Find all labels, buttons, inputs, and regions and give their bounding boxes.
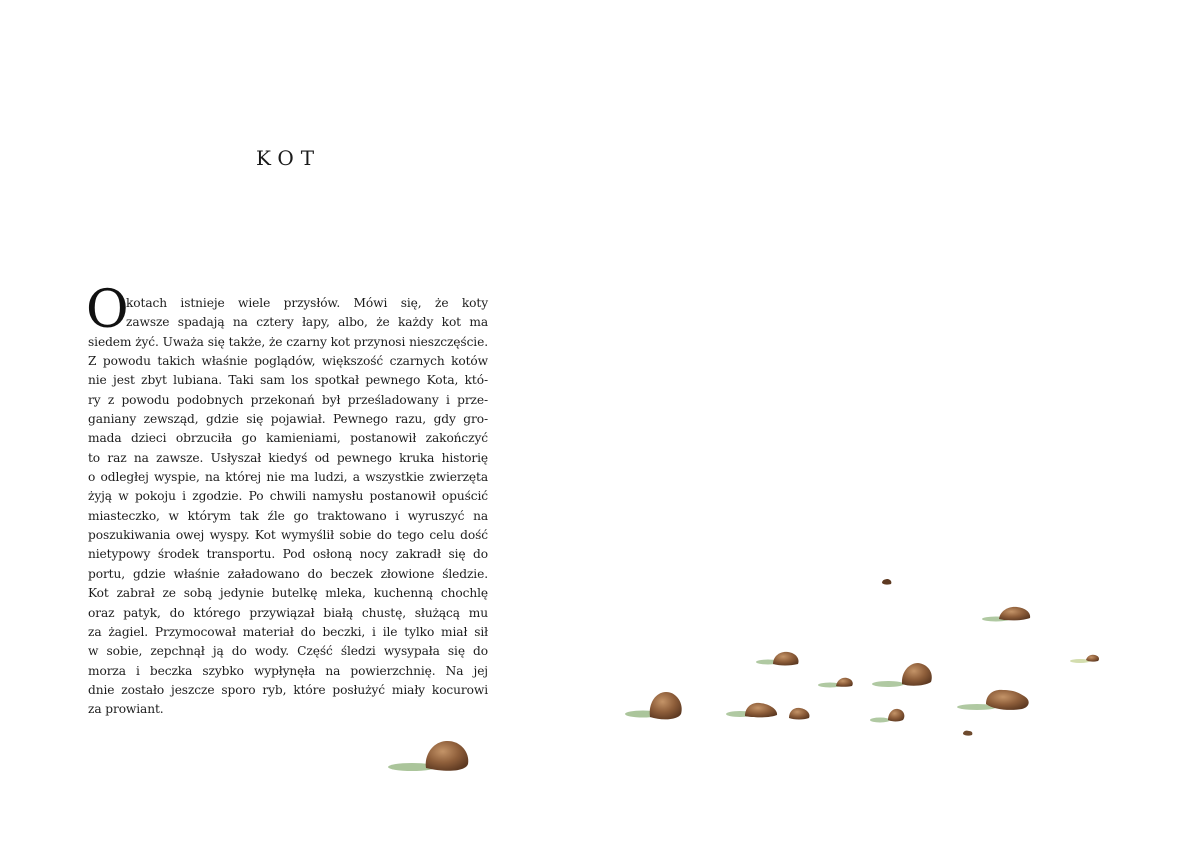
stone bbox=[388, 741, 468, 771]
text-line: za żagiel. Przymocował materiał do beczki, i ile tylko miał sił bbox=[88, 624, 488, 639]
stone bbox=[1070, 655, 1099, 663]
text-line: mada dzieci obrzuciła go kamieniami, postanowił zakończyć bbox=[88, 431, 488, 446]
text-line: morza i beczka szybko wypłynęła na powierzchnię. Na jej bbox=[88, 663, 488, 678]
text-line: ganiany zewsząd, gdzie się pojawiał. Pewnego razu, gdy gro- bbox=[88, 412, 488, 427]
text-line: siedem żyć. Uważa się także, że czarny kot przynosi nieszczęście. bbox=[88, 334, 488, 349]
text-line: w sobie, zepchnął ją do wody. Część śledzi wysypała się do bbox=[88, 644, 488, 659]
stone bbox=[957, 690, 1029, 710]
text-line: za prowiant. bbox=[88, 702, 164, 717]
text-line: nie jest zbyt lubiana. Taki sam los spotkał pewnego Kota, któ- bbox=[88, 373, 488, 388]
stone bbox=[982, 607, 1030, 622]
text-line: kotach istnieje wiele przysłów. Mówi się, że koty bbox=[126, 296, 488, 310]
text-line: poszukiwania owej wyspy. Kot wymyślił sobie do tego celu dość bbox=[88, 528, 488, 543]
stone bbox=[872, 663, 932, 687]
text-line: to raz na zawsze. Usłyszał kiedyś od pewnego kruka historię bbox=[88, 450, 488, 465]
text-line: nietypowy środek transportu. Pod osłoną nocy zakradł się do bbox=[88, 547, 488, 562]
text-line: zawsze spadają na cztery łapy, albo, że każdy kot ma bbox=[126, 315, 488, 330]
text-line: oraz patyk, do którego przywiązał białą chustę, służącą mu bbox=[88, 605, 488, 620]
drop-cap: O bbox=[86, 280, 129, 340]
text-line: Z powodu takich właśnie poglądów, większość czarnych kotów bbox=[88, 354, 488, 369]
stone bbox=[789, 708, 810, 720]
text-line: żyją w pokoju i zgodzie. Po chwili namysłu postanowił opuścić bbox=[88, 489, 488, 504]
stone bbox=[870, 709, 904, 723]
stone bbox=[818, 678, 853, 688]
stone bbox=[625, 692, 682, 719]
text-line: ry z powodu podobnych przekonań był prześladowany i prze- bbox=[88, 392, 488, 407]
text-line: Kot zabrał ze sobą jedynie butelkę mleka, kuchenną chochlę bbox=[88, 586, 488, 601]
page-title: KOT bbox=[256, 146, 322, 170]
text-line: portu, gdzie właśnie załadowano do beczek złowione śledzie. bbox=[88, 566, 488, 581]
text-line: o odległej wyspie, na której nie ma ludzi, a wszystkie zwierzęta bbox=[88, 470, 488, 485]
stone bbox=[963, 731, 972, 736]
text-line: dnie zostało jeszcze sporo ryb, które posłużyć miały kocurowi bbox=[88, 682, 488, 697]
stone bbox=[726, 703, 777, 718]
text-line: miasteczko, w którym tak źle go traktowano i wyruszyć na bbox=[88, 508, 488, 523]
stone bbox=[756, 652, 799, 666]
stone bbox=[882, 579, 891, 585]
